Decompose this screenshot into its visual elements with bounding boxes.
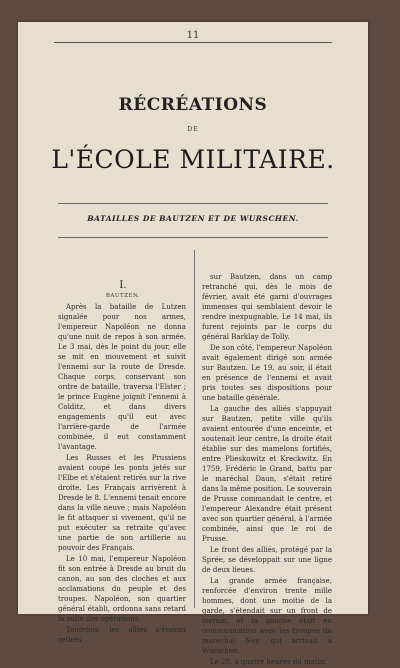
- paragraph: Après la bataille de Lutzen signalée pour nos armes, l'empereur Napoléon ne donna qu'une nuit de repos à son armée. Le 3 mai, dès le point du jour, elle se mit en mouvement et suivit l'ennemi sur la route de Dresde. Chaque corps, conservant son ordre de bataille, traversa l'Elster ; le prince Eugène joignit l'ennemi à Colditz, et dans divers engagements qu'il eut avec l'arrière-garde de l'armée combinée, il eut constamment l'avantage.: [58, 303, 186, 451]
- paragraph: sur Bautzen, dans un camp retranché qui, dès le mois de février, avait été garni d'ouvrages immenses qui semblaient devoir le rendre inexpugnable. Le 14 mai, ils furent rejoints par le corps du général Barklay de Tolly.: [202, 273, 332, 341]
- paragraph: Le 20, à quatre heures du matin,: [210, 658, 327, 666]
- text-column-left: [58, 280, 186, 646]
- section-heading: BAUTZEN.: [105, 293, 141, 299]
- page-title: L'ÉCOLE MILITAIRE.: [51, 145, 335, 174]
- paragraph: Le 10 mai, l'empereur Napoléon fit son entrée à Dresde au bruit du canon, au son des cloches et aux acclamations du peuple et des troupes. Napoléon, son quartier général établi, ordonna sans retard la suite des opérations.: [58, 555, 186, 623]
- header-rule: [54, 42, 332, 43]
- heading-kicker: RÉCRÉATIONS: [118, 95, 268, 115]
- paragraph: La gauche des alliés s'appuyait sur Bautzen, petite ville qu'ils avaient entourée d'une enceinte, et soutenait leur centre, la droite était établie sur des mamelons fortifiés, entre Plieskowitz et Kreckwitz. En 1759, Frédéric le Grand, battu par le maréchal Daun, s'était retiré dans la même position. Le souverain de Prusse commandait le centre, et l'empereur Alexandre était présent avec son quartier général, à l'armée combinée, ainsi que le roi de Prusse.: [202, 405, 332, 543]
- subtitle-rule-bottom: [58, 237, 328, 238]
- heading-de: DE: [187, 126, 199, 133]
- subtitle-rule-top: [58, 203, 328, 204]
- paragraph: De son côté, l'empereur Napoléon avait également dirigé son armée sur Bautzen. Le 19, au soir, il était en présence de l'ennemi et avait pris toutes ses dispositions pour une bataille générale.: [202, 344, 332, 402]
- text-column-right: [202, 272, 332, 668]
- paragraph: La grande armée française, renforcée d'environ trente mille hommes, dont une moitié de la garde, s'étendait sur un front de terrain, et la gauche était en communication avec les troupes du maréchal Ney, qui arrivait à Wurschen.: [202, 577, 332, 655]
- paragraph: Les Russes et les Prussiens avaient coupé les ponts jetés sur l'Elbe et s'étaient retirés sur la rive droite. Les Français arrivèrent à Dresde le 8. L'ennemi tenait encore dans la ville neuve ; mais Napoléon le fit attaquer si vivement, qu'il ne put exécuter sa retraite qu'avec une partie de son artillerie au pouvoir des Français.: [58, 454, 186, 552]
- page-number: 11: [186, 30, 200, 41]
- book-page: [18, 22, 368, 666]
- section-number: I.: [119, 280, 127, 291]
- article-subtitle: BATAILLES DE BAUTZEN ET DE WURSCHEN.: [87, 214, 299, 223]
- column-divider: [194, 250, 195, 608]
- paragraph: Toutefois, les alliés s'étaient retirés: [58, 626, 186, 644]
- paragraph: Le front des alliés, protégé par la Sprée, se développait sur une ligne de deux lieues.: [202, 546, 332, 574]
